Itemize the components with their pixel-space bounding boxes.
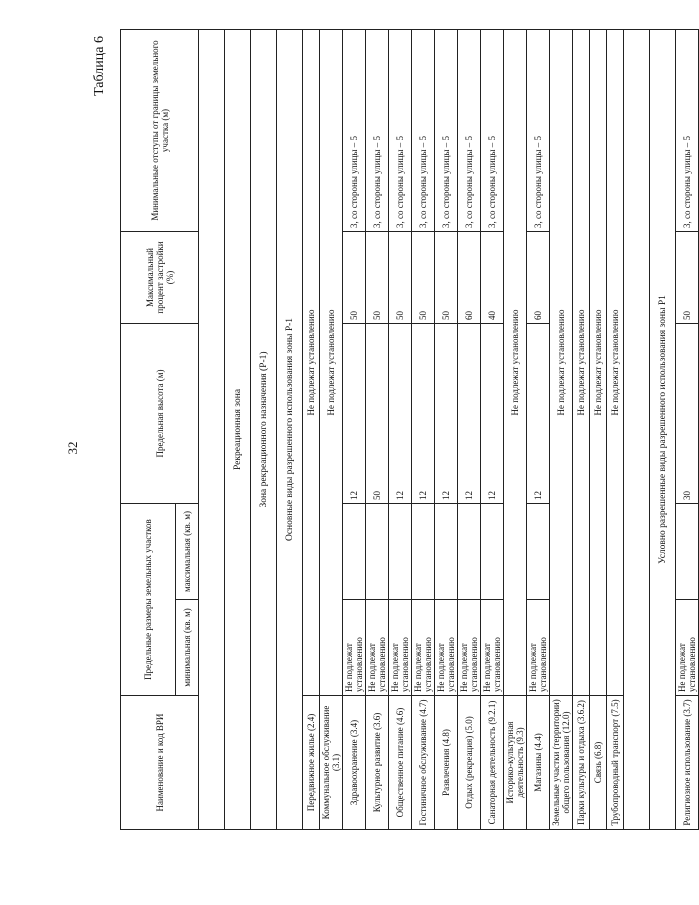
row-size-max [435, 504, 458, 600]
row-percent: 50 [412, 232, 435, 324]
table-row [366, 30, 389, 830]
section-main-uses: Основные виды разрешенного использования зоны Р-1 [277, 30, 303, 830]
row-height: 50 [366, 324, 389, 504]
row-size-min: Не подлежат установлению [366, 600, 389, 696]
row-size-max [676, 504, 699, 600]
table-row [676, 30, 699, 830]
row-name: Культурное развитие (3.6) [366, 696, 389, 830]
header-size-max: максимальная (кв. м) [176, 504, 199, 600]
row-size-min: Не подлежат установлению [435, 600, 458, 696]
rotated-landscape-content [86, 30, 697, 830]
table-row [303, 30, 320, 830]
row-setback: 3, со стороны улицы – 5 [389, 30, 412, 232]
row-height: 12 [527, 324, 550, 504]
row-name: Развлечения (4.8) [435, 696, 458, 830]
blank-row [624, 30, 650, 830]
table-row [389, 30, 412, 830]
table-row [458, 30, 481, 830]
row-percent: 60 [458, 232, 481, 324]
row-name: Религиозное использование (3.7) [676, 696, 699, 830]
header-setback: Минимальные отступы от границы земельного участка (м) [121, 30, 199, 232]
row-merged-value: Не подлежат установлению [550, 30, 573, 696]
row-height: 12 [343, 324, 366, 504]
row-percent: 50 [435, 232, 458, 324]
row-setback: 3, со стороны улицы – 5 [343, 30, 366, 232]
row-height: 12 [435, 324, 458, 504]
row-size-max [481, 504, 504, 600]
conditional-uses-body [676, 30, 699, 830]
row-size-min: Не подлежат установлению [458, 600, 481, 696]
table-row [412, 30, 435, 830]
row-setback: 3, со стороны улицы – 5 [366, 30, 389, 232]
table-row [343, 30, 366, 830]
row-size-max [527, 504, 550, 600]
header-height: Предельная высота (м) [121, 324, 199, 504]
regulations-table [120, 29, 699, 830]
row-merged-value: Не подлежат установлению [320, 30, 343, 696]
header-size-min: минимальная (кв. м) [176, 600, 199, 696]
row-height: 30 [676, 324, 699, 504]
row-name: Гостиничное обслуживание (4.7) [412, 696, 435, 830]
row-size-max [366, 504, 389, 600]
row-name: Отдых (рекреация) (5.0) [458, 696, 481, 830]
row-setback: 3, со стороны улицы – 5 [527, 30, 550, 232]
table-row [527, 30, 550, 830]
row-size-min: Не подлежат установлению [343, 600, 366, 696]
row-name: Историко-культурная деятельность (9.3) [504, 696, 527, 830]
row-height: 12 [458, 324, 481, 504]
row-name: Связь (6.8) [590, 696, 607, 830]
row-name: Общественное питание (4.6) [389, 696, 412, 830]
table-row [481, 30, 504, 830]
table-row [320, 30, 343, 830]
table-row [435, 30, 458, 830]
table-row [550, 30, 573, 830]
row-size-min: Не подлежат установлению [527, 600, 550, 696]
row-percent: 50 [676, 232, 699, 324]
row-height: 12 [389, 324, 412, 504]
header-percent: Максимальный процент застройки (%) [121, 232, 199, 324]
section-subzone: Зона рекреационного назначения (Р-1) [251, 30, 277, 830]
row-name: Коммунальное обслуживание (3.1) [320, 696, 343, 830]
row-percent: 40 [481, 232, 504, 324]
row-setback: 3, со стороны улицы – 5 [458, 30, 481, 232]
row-size-min: Не подлежат установлению [481, 600, 504, 696]
row-merged-value: Не подлежат установлению [303, 30, 320, 696]
section-conditional-uses: Условно разрешенные виды разрешенного использования зоны Р1 [650, 30, 676, 830]
row-name: Магазины (4.4) [527, 696, 550, 830]
blank-row [199, 30, 225, 830]
row-name: Передвижное жилье (2.4) [303, 696, 320, 830]
row-merged-value: Не подлежат установлению [590, 30, 607, 696]
row-size-max [389, 504, 412, 600]
row-setback: 3, со стороны улицы – 5 [435, 30, 458, 232]
row-name: Санаторная деятельность (9.2.1) [481, 696, 504, 830]
row-merged-value: Не подлежат установлению [607, 30, 624, 696]
table-row [590, 30, 607, 830]
row-name: Земельные участки (территории) общего пользования (12.0) [550, 696, 573, 830]
row-merged-value: Не подлежат установлению [504, 30, 527, 696]
row-setback: 3, со стороны улицы – 5 [412, 30, 435, 232]
row-height: 12 [412, 324, 435, 504]
page-number: 32 [65, 441, 80, 455]
row-size-min: Не подлежат установлению [389, 600, 412, 696]
main-uses-body [303, 30, 624, 830]
row-percent: 50 [343, 232, 366, 324]
row-name: Трубопроводный транспорт (7.5) [607, 696, 624, 830]
header-name: Наименование и код ВРИ [121, 696, 199, 830]
table-caption: Таблица 6 [92, 36, 107, 96]
row-size-min: Не подлежат установлению [676, 600, 699, 696]
row-percent: 50 [366, 232, 389, 324]
row-size-max [343, 504, 366, 600]
header-size-group: Предельные размеры земельных участков [121, 504, 176, 696]
row-size-max [458, 504, 481, 600]
table-row [573, 30, 590, 830]
row-setback: 3, со стороны улицы – 5 [676, 30, 699, 232]
row-merged-value: Не подлежат установлению [573, 30, 590, 696]
row-setback: 3, со стороны улицы – 5 [481, 30, 504, 232]
table-row [504, 30, 527, 830]
row-name: Здравоохранение (3.4) [343, 696, 366, 830]
table-row [607, 30, 624, 830]
row-size-max [412, 504, 435, 600]
section-zone: Рекреационная зона [225, 30, 251, 830]
row-percent: 60 [527, 232, 550, 324]
row-height: 12 [481, 324, 504, 504]
row-percent: 50 [389, 232, 412, 324]
row-size-min: Не подлежат установлению [412, 600, 435, 696]
row-name: Парки культуры и отдыха (3.6.2) [573, 696, 590, 830]
